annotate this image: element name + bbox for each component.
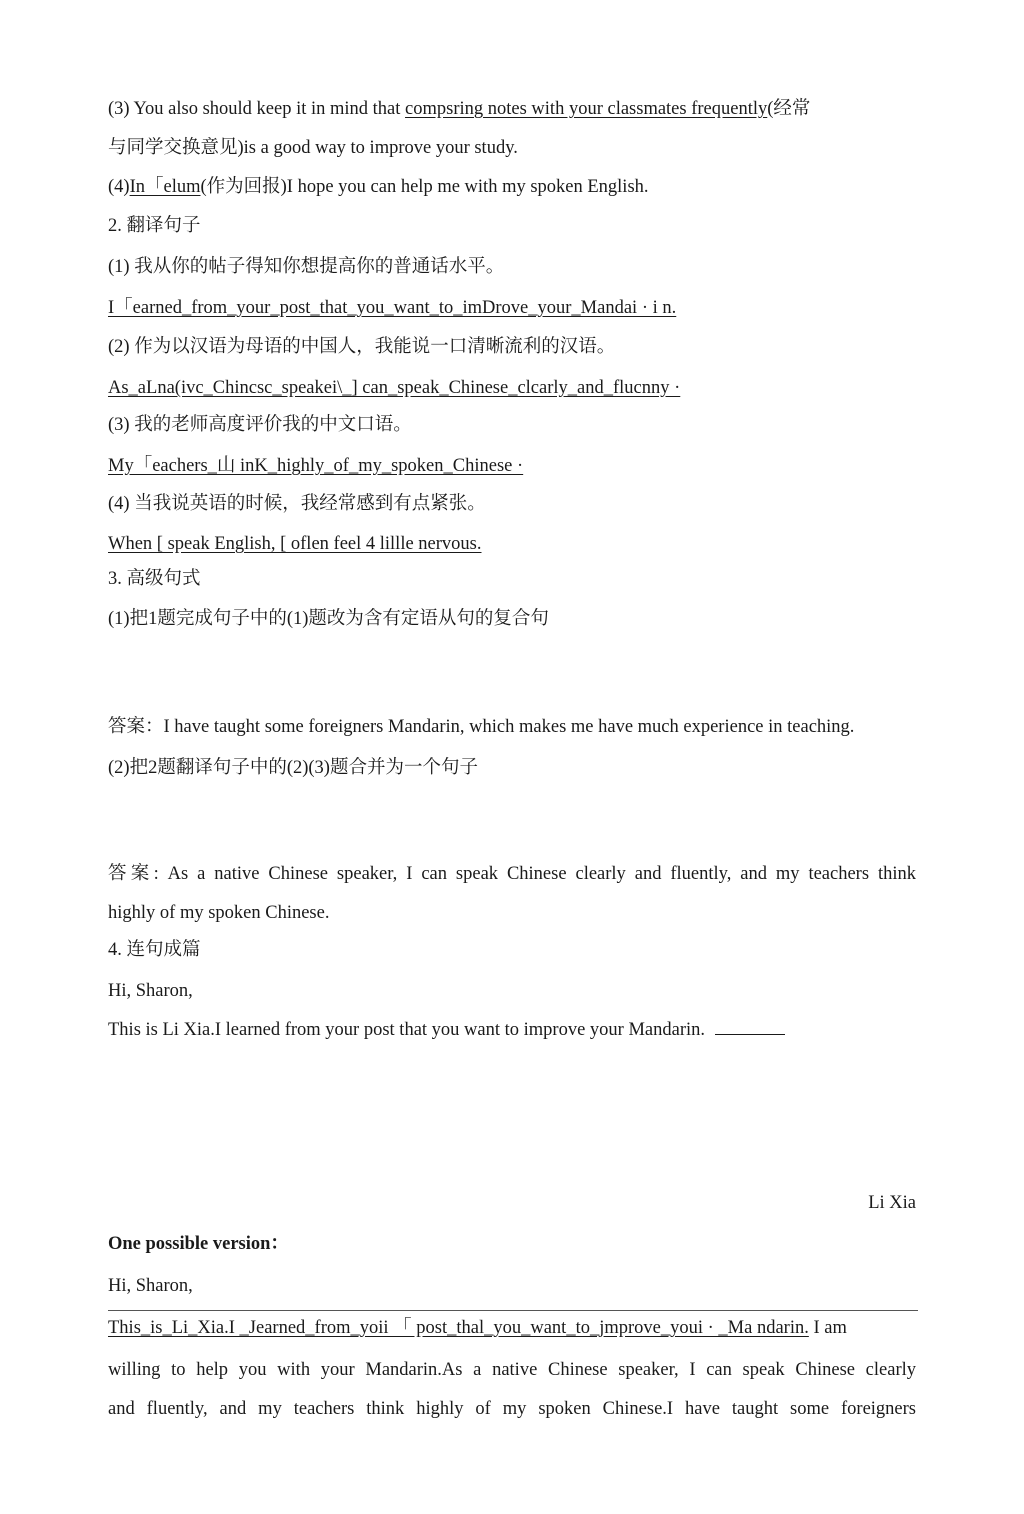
q4-body-line	[108, 1018, 785, 1042]
q1-item4-prefix: (4)	[108, 177, 130, 197]
version-title: One possible version：	[108, 1234, 289, 1254]
q1-item3-continued: 与同学交换意见)is a good way to improve your study.	[108, 138, 518, 158]
q2-item3-en: My「eachers_山 inK_highly_of_my_spoken_Chinese ·	[108, 456, 524, 476]
q2-item2-cn: (2) 作为以汉语为母语的中国人，我能说一口清晰流利的汉语。	[108, 337, 616, 357]
q3-answer2-line2: highly of my spoken Chinese.	[108, 903, 330, 923]
q2-item1-en: I「earned_from_your_post_that_you_want_to_imDrove_your_Mandai · i n.	[108, 298, 677, 318]
q1-item4-rest: (作为回报)I hope you can help me with my spoken English.	[200, 177, 649, 197]
q4-body-text: This is Li Xia.I learned from your post that you want to improve your Mandarin.	[108, 1020, 706, 1040]
answer-blank	[715, 1018, 785, 1035]
q1-item3-answer: compsring notes with your classmates frequently	[405, 99, 768, 119]
version-line1-underlined: This_is_Li_Xia.I _Jearned_from_yoii 「 post_thal_you_want_to_jmprove_youi · _Ma ndarin.	[108, 1318, 809, 1338]
q2-item1-cn: (1) 我从你的帖子得知你想提高你的普通话水平。	[108, 257, 505, 277]
q4-signature: Li Xia	[868, 1193, 916, 1213]
q2-heading: 2. 翻译句子	[108, 216, 201, 236]
q3-answer1: 答案：I have taught some foreigners Mandarin, which makes me have much experience in teaching.	[108, 717, 855, 737]
q3-item1: (1)把1题完成句子中的(1)题改为含有定语从句的复合句	[108, 609, 549, 629]
version-line3: and fluently, and my teachers think highly of my spoken Chinese.I have taught some foreigners	[108, 1399, 916, 1419]
q2-item2-en: As_aLna(ivc_Chincsc_speakei\_] can_speak_Chinese_clcarly_and_flucnny ·	[108, 378, 681, 398]
version-greeting: Hi, Sharon,	[108, 1276, 193, 1296]
q1-item4-answer: In「elum	[129, 177, 201, 197]
version-line1-tail: I am	[808, 1318, 847, 1338]
q4-heading: 4. 连句成篇	[108, 940, 201, 960]
q1-item3	[108, 97, 810, 121]
divider-rule	[108, 1310, 918, 1311]
q3-item2: (2)把2题翻译句子中的(2)(3)题合并为一个句子	[108, 758, 478, 778]
q2-item4-cn: (4) 当我说英语的时候，我经常感到有点紧张。	[108, 494, 486, 514]
q2-item3-cn: (3) 我的老师高度评价我的中文口语。	[108, 415, 412, 435]
version-line2: willing to help you with your Mandarin.As a native Chinese speaker, I can speak Chinese clearly	[108, 1360, 916, 1380]
q1-item3-hint: (经常	[767, 99, 811, 119]
q1-item3-prefix: (3) You also should keep it in mind that	[108, 99, 406, 119]
q1-item4	[108, 175, 649, 199]
q3-heading: 3. 高级句式	[108, 569, 201, 589]
version-line1	[108, 1316, 847, 1340]
q3-answer2-line1: 答案: As a native Chinese speaker, I can speak Chinese clearly and fluently, and my teachers think	[108, 864, 916, 884]
q2-item4-en: When [ speak English, [ oflen feel 4 lillle nervous.	[108, 534, 482, 554]
q4-greeting: Hi, Sharon,	[108, 981, 193, 1001]
